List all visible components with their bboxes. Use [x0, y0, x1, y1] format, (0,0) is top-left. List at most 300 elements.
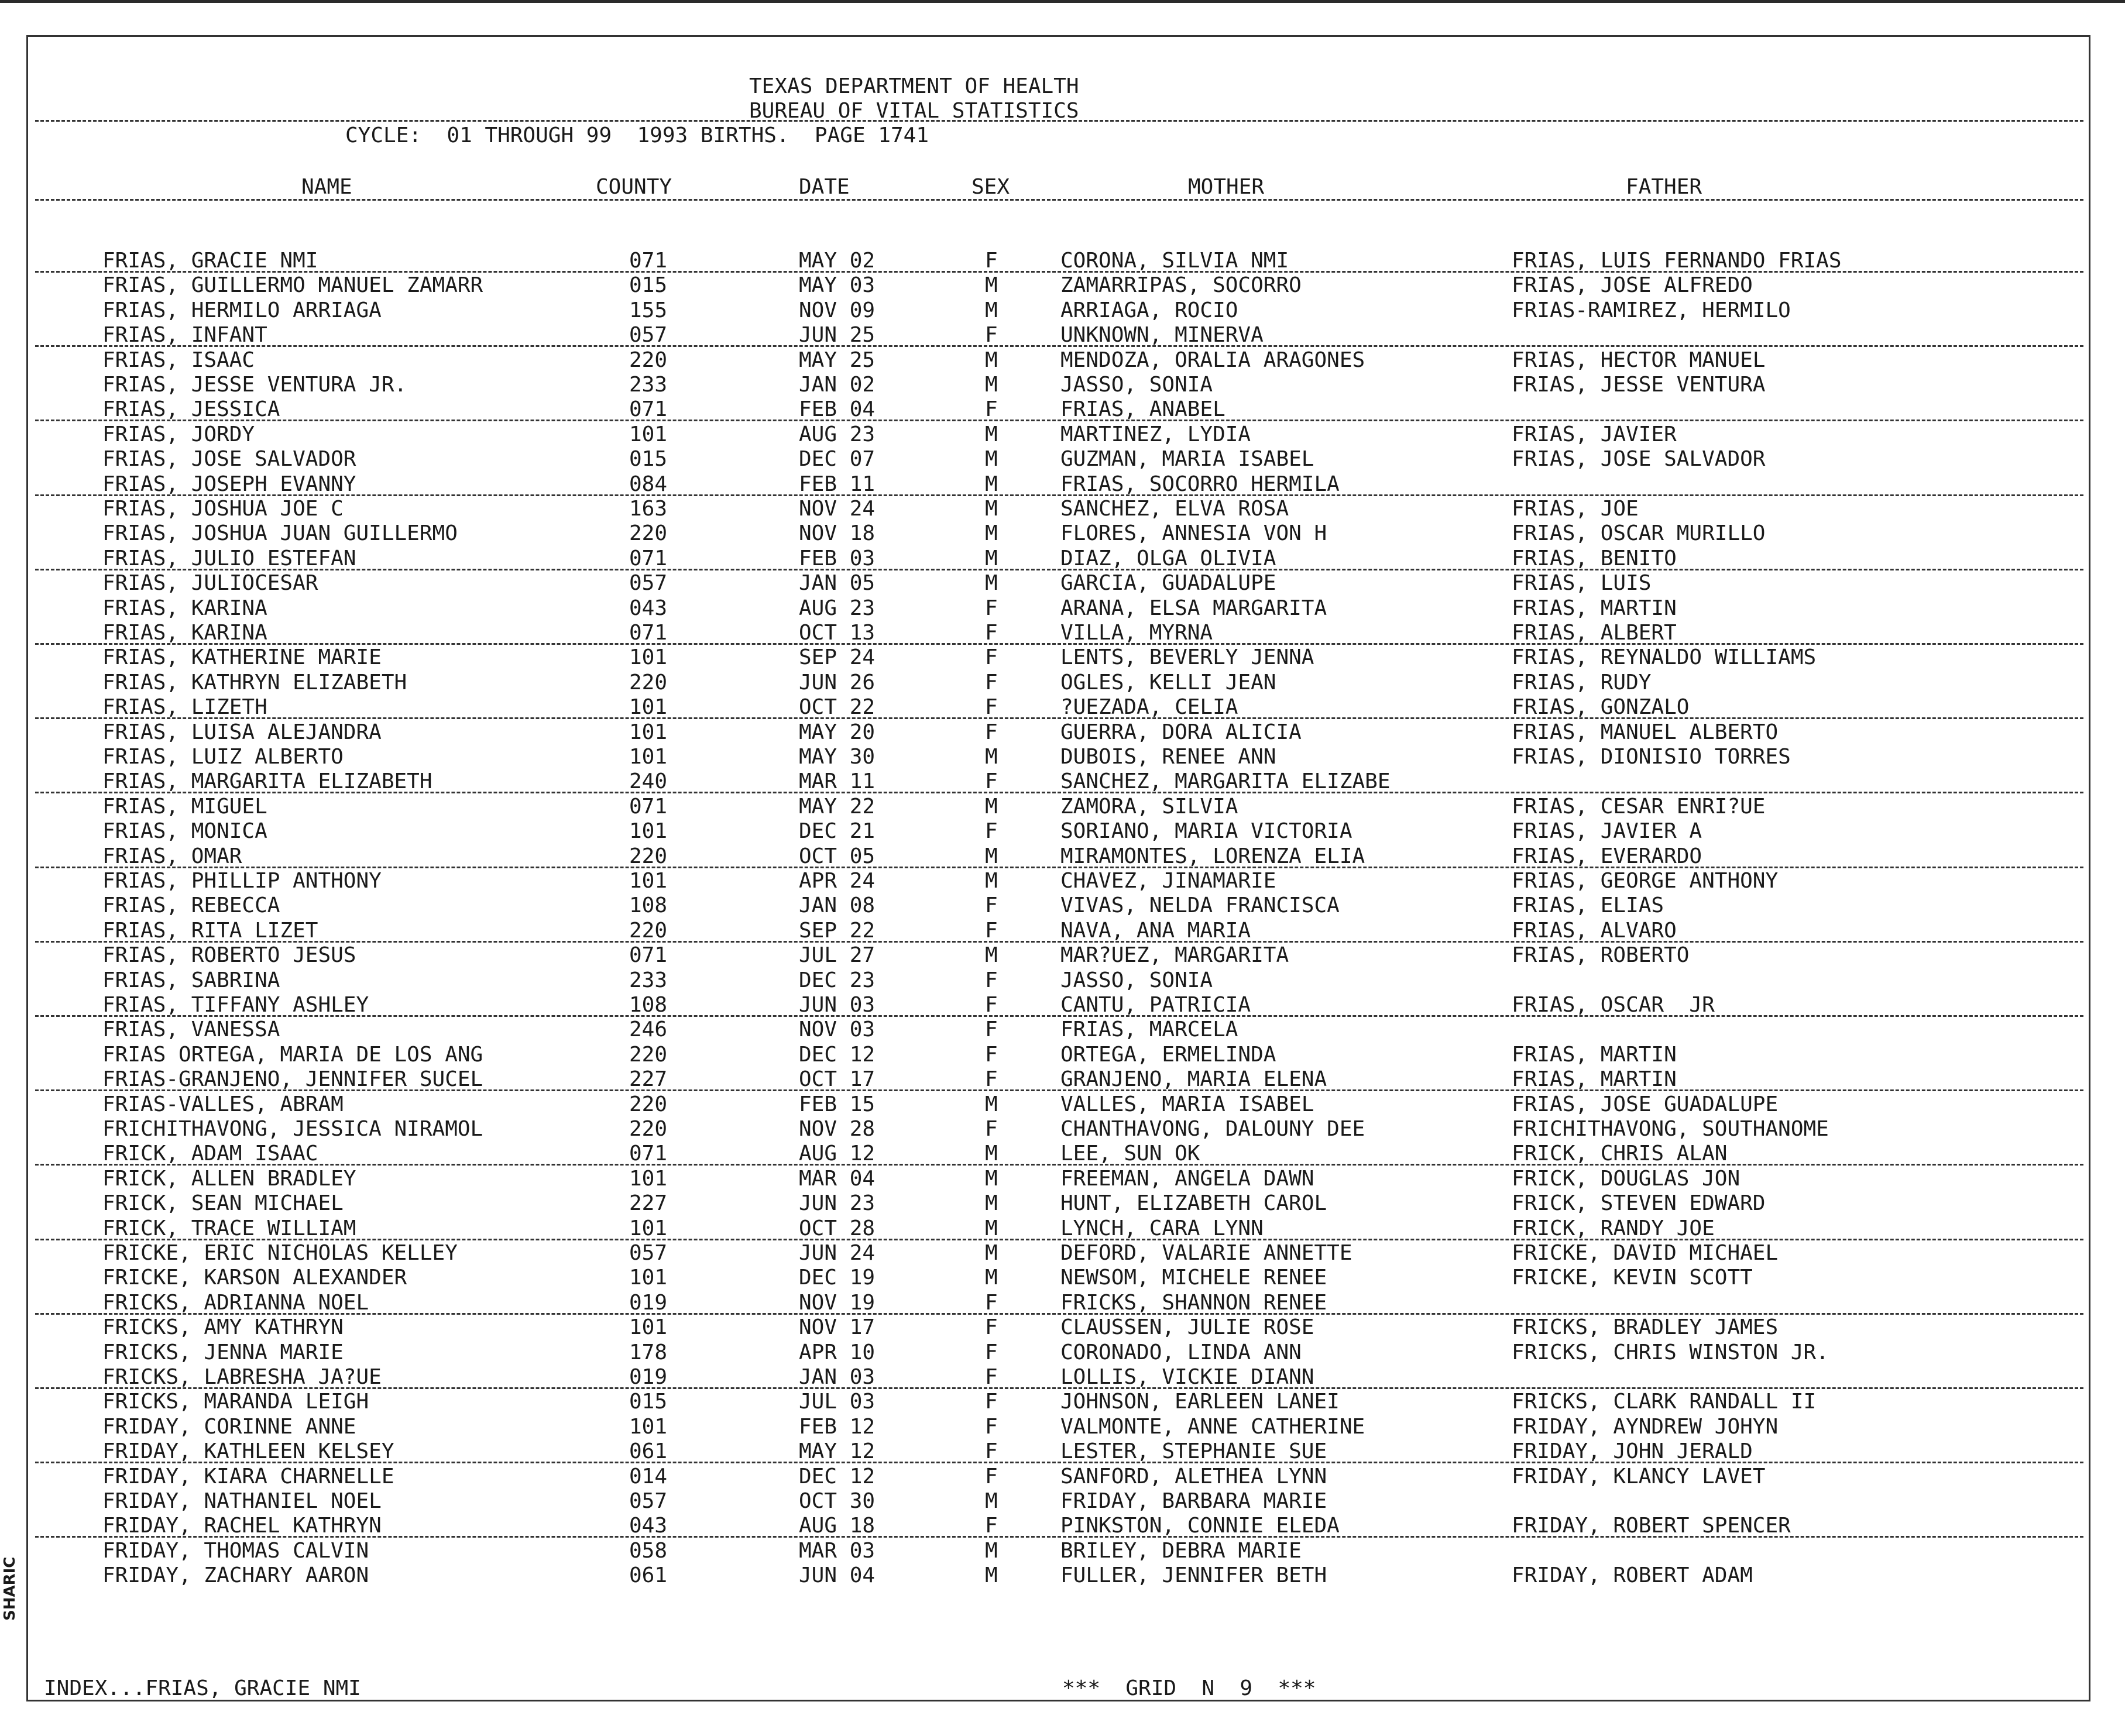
cell-mother: LENTS, BEVERLY JENNA — [1060, 645, 1314, 670]
table-row — [0, 844, 2125, 869]
cell-mother: CORONADO, LINDA ANN — [1060, 1340, 1302, 1364]
cell-sex: M — [985, 1092, 998, 1116]
cell-date: OCT 05 — [799, 844, 876, 868]
cell-sex: M — [985, 546, 998, 570]
cell-name: FRIAS, JULIOCESAR — [102, 571, 318, 596]
table-row — [0, 1266, 2125, 1290]
row-separator — [35, 792, 2083, 793]
cell-mother: MIRAMONTES, LORENZA ELIA — [1060, 844, 1365, 868]
row-separator — [35, 1164, 2083, 1166]
cell-mother: GARCIA, GUADALUPE — [1060, 571, 1276, 596]
table-row — [0, 1539, 2125, 1563]
cell-mother: CLAUSSEN, JULIE ROSE — [1060, 1315, 1314, 1340]
cell-father: FRICHITHAVONG, SOUTHANOME — [1512, 1117, 1829, 1141]
cell-county: 101 — [629, 745, 668, 769]
table-row — [0, 521, 2125, 546]
cell-name: FRIAS, JOSHUA JOE C — [102, 497, 344, 521]
cell-date: NOV 03 — [799, 1017, 876, 1042]
table-row — [0, 993, 2125, 1017]
cell-date: NOV 28 — [799, 1117, 876, 1141]
cell-county: 071 — [629, 1142, 668, 1166]
cell-sex: F — [985, 1067, 998, 1092]
cell-mother: VILLA, MYRNA — [1060, 621, 1213, 645]
cell-name: FRIDAY, KATHLEEN KELSEY — [102, 1439, 394, 1464]
cell-father: FRIAS, ROBERTO — [1512, 943, 1690, 968]
row-separator — [35, 1015, 2083, 1017]
cell-sex: F — [985, 695, 998, 720]
cell-name: FRICK, ADAM ISAAC — [102, 1142, 318, 1166]
cell-sex: F — [985, 596, 998, 620]
cell-father: FRICK, STEVEN EDWARD — [1512, 1191, 1766, 1216]
cell-date: FEB 15 — [799, 1092, 876, 1116]
cell-sex: M — [985, 844, 998, 868]
cell-name: FRIDAY, THOMAS CALVIN — [102, 1538, 369, 1563]
cell-sex: F — [985, 1042, 998, 1067]
cell-date: NOV 19 — [799, 1290, 876, 1315]
table-row — [0, 497, 2125, 521]
cell-father: FRIAS, JAVIER A — [1512, 819, 1702, 844]
row-separator — [35, 1536, 2083, 1538]
cell-county: 071 — [629, 546, 668, 570]
cell-date: SEP 22 — [799, 918, 876, 943]
cell-county: 101 — [629, 695, 668, 720]
column-header-father: FATHER — [1626, 175, 1702, 199]
cell-county: 101 — [629, 645, 668, 670]
table-row — [0, 819, 2125, 844]
cell-sex: F — [985, 621, 998, 645]
cell-sex: F — [985, 893, 998, 918]
cell-name: FRIAS, OMAR — [102, 844, 242, 868]
cell-mother: DUBOIS, RENEE ANN — [1060, 745, 1276, 769]
row-separator — [35, 1387, 2083, 1389]
table-row — [0, 1465, 2125, 1489]
cell-name: FRIAS, GRACIE NMI — [102, 249, 318, 273]
cell-name: FRIAS, JORDY — [102, 422, 255, 446]
cell-sex: F — [985, 1464, 998, 1489]
cell-date: OCT 17 — [799, 1067, 876, 1092]
table-row — [0, 695, 2125, 720]
cell-date: JUL 03 — [799, 1390, 876, 1414]
cell-mother: LOLLIS, VICKIE DIANN — [1060, 1365, 1314, 1389]
cell-mother: VALLES, MARIA ISABEL — [1060, 1092, 1314, 1116]
cell-mother: FREEMAN, ANGELA DAWN — [1060, 1166, 1314, 1191]
divider — [35, 120, 2083, 122]
cell-mother: SORIANO, MARIA VICTORIA — [1060, 819, 1352, 844]
cell-name: FRICKE, KARSON ALEXANDER — [102, 1266, 407, 1290]
cell-county: 220 — [629, 844, 668, 868]
cell-county: 071 — [629, 794, 668, 819]
cell-mother: CANTU, PATRICIA — [1060, 993, 1251, 1017]
table-row — [0, 769, 2125, 794]
cell-sex: M — [985, 1166, 998, 1191]
cell-county: 163 — [629, 497, 668, 521]
table-row — [0, 298, 2125, 323]
table-row — [0, 1067, 2125, 1092]
table-row — [0, 472, 2125, 497]
cell-mother: JOHNSON, EARLEEN LANEI — [1060, 1390, 1340, 1414]
table-row — [0, 1191, 2125, 1216]
cell-father: FRIAS, BENITO — [1512, 546, 1677, 570]
cell-sex: M — [985, 745, 998, 769]
cell-sex: M — [985, 1241, 998, 1265]
table-row — [0, 1563, 2125, 1588]
cell-name: FRIAS, SABRINA — [102, 968, 280, 992]
cell-mother: JASSO, SONIA — [1060, 968, 1213, 992]
cell-county: 101 — [629, 1166, 668, 1191]
cell-sex: M — [985, 794, 998, 819]
cell-date: NOV 18 — [799, 521, 876, 546]
cell-sex: M — [985, 1216, 998, 1240]
cell-mother: ZAMORA, SILVIA — [1060, 794, 1238, 819]
cell-sex: M — [985, 373, 998, 397]
cell-mother: FULLER, JENNIFER BETH — [1060, 1563, 1327, 1588]
cell-sex: F — [985, 720, 998, 744]
cell-father: FRIAS-RAMIREZ, HERMILO — [1512, 298, 1791, 322]
row-separator — [35, 717, 2083, 719]
cell-county: 101 — [629, 1216, 668, 1240]
cell-date: MAY 25 — [799, 348, 876, 372]
cell-date: AUG 23 — [799, 422, 876, 446]
cell-county: 178 — [629, 1340, 668, 1364]
table-row — [0, 919, 2125, 943]
cell-mother: MAR?UEZ, MARGARITA — [1060, 943, 1289, 968]
cell-date: DEC 23 — [799, 968, 876, 992]
cell-name: FRIAS, VANESSA — [102, 1017, 280, 1042]
page-subtitle: BUREAU OF VITAL STATISTICS — [749, 99, 1079, 123]
cell-father: FRICK, CHRIS ALAN — [1512, 1142, 1728, 1166]
cell-name: FRIAS, MARGARITA ELIZABETH — [102, 769, 432, 794]
cell-father: FRIAS, EVERARDO — [1512, 844, 1702, 868]
cell-date: MAR 04 — [799, 1166, 876, 1191]
cell-date: APR 24 — [799, 869, 876, 893]
cell-father: FRIAS, ALBERT — [1512, 621, 1677, 645]
cell-sex: F — [985, 1365, 998, 1389]
cell-county: 220 — [629, 1117, 668, 1141]
table-row — [0, 397, 2125, 422]
cell-sex: M — [985, 869, 998, 893]
row-separator — [35, 420, 2083, 421]
column-header-sex: SEX — [971, 175, 1010, 199]
cell-date: MAR 03 — [799, 1538, 876, 1563]
cell-sex: F — [985, 968, 998, 992]
cell-name: FRIAS, PHILLIP ANTHONY — [102, 869, 382, 893]
table-row — [0, 1489, 2125, 1514]
cell-date: NOV 24 — [799, 497, 876, 521]
cell-county: 071 — [629, 397, 668, 422]
cell-county: 043 — [629, 596, 668, 620]
table-row — [0, 645, 2125, 670]
cell-father: FRIAS, LUIS FERNANDO FRIAS — [1512, 249, 1842, 273]
cell-name: FRIAS, JOSEPH EVANNY — [102, 472, 356, 496]
cell-father: FRIAS, MARTIN — [1512, 1067, 1677, 1092]
cell-county: 058 — [629, 1538, 668, 1563]
cell-county: 071 — [629, 943, 668, 968]
cell-father: FRICKS, CLARK RANDALL II — [1512, 1390, 1817, 1414]
cell-name: FRIDAY, CORINNE ANNE — [102, 1414, 356, 1439]
cell-date: DEC 12 — [799, 1042, 876, 1067]
side-label: SHARIC — [1, 1556, 19, 1621]
cell-mother: UNKNOWN, MINERVA — [1060, 323, 1264, 348]
cell-name: FRIDAY, NATHANIEL NOEL — [102, 1489, 382, 1513]
cell-name: FRIDAY, KIARA CHARNELLE — [102, 1464, 394, 1489]
cell-date: JUN 23 — [799, 1191, 876, 1216]
cell-name: FRICKS, MARANDA LEIGH — [102, 1390, 369, 1414]
cell-mother: FLORES, ANNESIA VON H — [1060, 521, 1327, 546]
table-row — [0, 1365, 2125, 1390]
cell-county: 014 — [629, 1464, 668, 1489]
cell-date: AUG 18 — [799, 1514, 876, 1538]
cell-sex: F — [985, 1514, 998, 1538]
cell-sex: M — [985, 348, 998, 372]
cell-county: 101 — [629, 1266, 668, 1290]
cell-sex: M — [985, 472, 998, 496]
cell-date: FEB 03 — [799, 546, 876, 570]
cell-date: JAN 08 — [799, 893, 876, 918]
table-row — [0, 1390, 2125, 1414]
cell-date: MAY 20 — [799, 720, 876, 744]
cell-mother: GUERRA, DORA ALICIA — [1060, 720, 1302, 744]
cell-sex: F — [985, 1017, 998, 1042]
cell-name: FRIAS, ISAAC — [102, 348, 255, 372]
cell-father: FRIAS, JOSE SALVADOR — [1512, 447, 1766, 472]
cell-date: JUL 27 — [799, 943, 876, 968]
cell-mother: DIAZ, OLGA OLIVIA — [1060, 546, 1276, 570]
cell-father: FRIAS, OSCAR JR — [1512, 993, 1715, 1017]
cell-date: JAN 03 — [799, 1365, 876, 1389]
cell-mother: GUZMAN, MARIA ISABEL — [1060, 447, 1314, 472]
cell-father: FRICKE, DAVID MICHAEL — [1512, 1241, 1779, 1265]
cell-county: 227 — [629, 1067, 668, 1092]
cell-father: FRICK, DOUGLAS JON — [1512, 1166, 1740, 1191]
cell-sex: M — [985, 1489, 998, 1513]
cell-sex: M — [985, 1191, 998, 1216]
cell-county: 061 — [629, 1439, 668, 1464]
cell-mother: DEFORD, VALARIE ANNETTE — [1060, 1241, 1352, 1265]
cell-date: JUN 24 — [799, 1241, 876, 1265]
cell-name: FRIAS, KATHERINE MARIE — [102, 645, 382, 670]
table-row — [0, 745, 2125, 769]
row-separator — [35, 569, 2083, 570]
cell-sex: F — [985, 1414, 998, 1439]
cell-sex: M — [985, 521, 998, 546]
cell-father: FRICKS, CHRIS WINSTON JR. — [1512, 1340, 1829, 1364]
cell-name: FRIAS, RITA LIZET — [102, 918, 318, 943]
cell-sex: M — [985, 298, 998, 322]
cell-mother: GRANJENO, MARIA ELENA — [1060, 1067, 1327, 1092]
row-separator — [35, 271, 2083, 273]
cell-mother: JASSO, SONIA — [1060, 373, 1213, 397]
table-row — [0, 571, 2125, 596]
table-row — [0, 373, 2125, 397]
cell-mother: ORTEGA, ERMELINDA — [1060, 1042, 1276, 1067]
cell-name: FRIDAY, ZACHARY AARON — [102, 1563, 369, 1588]
cell-name: FRIAS, KATHRYN ELIZABETH — [102, 670, 407, 695]
cell-father: FRIDAY, KLANCY LAVET — [1512, 1464, 1766, 1489]
table-row — [0, 348, 2125, 373]
cell-mother: SANFORD, ALETHEA LYNN — [1060, 1464, 1327, 1489]
cell-sex: F — [985, 249, 998, 273]
cell-mother: FRIAS, SOCORRO HERMILA — [1060, 472, 1340, 496]
cell-father: FRIAS, JAVIER — [1512, 422, 1677, 446]
cell-mother: NAVA, ANA MARIA — [1060, 918, 1251, 943]
cell-name: FRICKS, LABRESHA JA?UE — [102, 1365, 382, 1389]
table-row — [0, 1241, 2125, 1266]
cell-name: FRICK, ALLEN BRADLEY — [102, 1166, 356, 1191]
cell-sex: M — [985, 943, 998, 968]
cell-date: MAR 11 — [799, 769, 876, 794]
cell-county: 155 — [629, 298, 668, 322]
row-separator — [35, 1239, 2083, 1240]
column-header-mother: MOTHER — [1188, 175, 1265, 199]
cell-mother: FRICKS, SHANNON RENEE — [1060, 1290, 1327, 1315]
cell-county: 101 — [629, 720, 668, 744]
cell-county: 019 — [629, 1290, 668, 1315]
cell-date: JUN 03 — [799, 993, 876, 1017]
cell-mother: ARRIAGA, ROCIO — [1060, 298, 1238, 322]
cell-county: 220 — [629, 1092, 668, 1116]
cell-name: FRIAS, TIFFANY ASHLEY — [102, 993, 369, 1017]
cell-name: FRIAS, MIGUEL — [102, 794, 267, 819]
cell-county: 240 — [629, 769, 668, 794]
table-row — [0, 1439, 2125, 1464]
cell-mother: SANCHEZ, ELVA ROSA — [1060, 497, 1289, 521]
cell-father: FRIAS, JOE — [1512, 497, 1639, 521]
cell-name: FRICK, TRACE WILLIAM — [102, 1216, 356, 1240]
cell-mother: PINKSTON, CONNIE ELEDA — [1060, 1514, 1340, 1538]
table-row — [0, 1291, 2125, 1315]
cell-father: FRIAS, GONZALO — [1512, 695, 1690, 720]
cell-date: OCT 28 — [799, 1216, 876, 1240]
cell-mother: MENDOZA, ORALIA ARAGONES — [1060, 348, 1365, 372]
cell-father: FRIAS, DIONISIO TORRES — [1512, 745, 1791, 769]
cell-county: 227 — [629, 1191, 668, 1216]
cell-mother: VIVAS, NELDA FRANCISCA — [1060, 893, 1340, 918]
cell-date: AUG 12 — [799, 1142, 876, 1166]
column-header-county: COUNTY — [596, 175, 672, 199]
cell-sex: F — [985, 645, 998, 670]
table-row — [0, 671, 2125, 695]
cell-father: FRIAS, HECTOR MANUEL — [1512, 348, 1766, 372]
column-header-date: DATE — [799, 175, 850, 199]
cell-mother: FRIAS, MARCELA — [1060, 1017, 1238, 1042]
header-divider — [35, 199, 2083, 201]
cell-county: 071 — [629, 249, 668, 273]
table-row — [0, 1017, 2125, 1042]
row-separator — [35, 345, 2083, 347]
cell-name: FRICHITHAVONG, JESSICA NIRAMOL — [102, 1117, 483, 1141]
table-row — [0, 422, 2125, 447]
cell-father: FRIDAY, ROBERT SPENCER — [1512, 1514, 1791, 1538]
cell-sex: F — [985, 1439, 998, 1464]
cell-county: 101 — [629, 422, 668, 446]
cell-sex: M — [985, 1266, 998, 1290]
cell-sex: F — [985, 993, 998, 1017]
table-row — [0, 1167, 2125, 1191]
table-row — [0, 546, 2125, 571]
table-row — [0, 323, 2125, 348]
cell-date: MAY 12 — [799, 1439, 876, 1464]
cell-county: 057 — [629, 1241, 668, 1265]
cell-county: 043 — [629, 1514, 668, 1538]
cell-date: DEC 12 — [799, 1464, 876, 1489]
cell-name: FRIAS, HERMILO ARRIAGA — [102, 298, 382, 322]
cell-father: FRIAS, JESSE VENTURA — [1512, 373, 1766, 397]
table-row — [0, 869, 2125, 893]
cell-county: 108 — [629, 893, 668, 918]
cell-county: 057 — [629, 1489, 668, 1513]
cell-name: FRIAS-VALLES, ABRAM — [102, 1092, 344, 1116]
cell-date: JAN 05 — [799, 571, 876, 596]
cell-sex: M — [985, 273, 998, 298]
cell-father: FRIAS, MARTIN — [1512, 1042, 1677, 1067]
cell-sex: M — [985, 1563, 998, 1588]
cell-date: DEC 21 — [799, 819, 876, 844]
cell-mother: ZAMARRIPAS, SOCORRO — [1060, 273, 1302, 298]
table-row — [0, 1142, 2125, 1166]
cycle-line: CYCLE: 01 THROUGH 99 1993 BIRTHS. PAGE 1741 — [345, 123, 929, 147]
cell-sex: F — [985, 1340, 998, 1364]
table-row — [0, 1514, 2125, 1538]
cell-sex: F — [985, 1117, 998, 1141]
cell-county: 101 — [629, 819, 668, 844]
cell-date: AUG 23 — [799, 596, 876, 620]
cell-name: FRICKS, JENNA MARIE — [102, 1340, 344, 1364]
cell-father: FRIAS, JOSE ALFREDO — [1512, 273, 1753, 298]
cell-date: MAY 02 — [799, 249, 876, 273]
cell-sex: F — [985, 1315, 998, 1340]
cell-mother: HUNT, ELIZABETH CAROL — [1060, 1191, 1327, 1216]
row-separator — [35, 494, 2083, 496]
cell-name: FRIAS, JOSE SALVADOR — [102, 447, 356, 472]
table-row — [0, 621, 2125, 645]
cell-sex: M — [985, 1142, 998, 1166]
table-row — [0, 893, 2125, 918]
cell-mother: CHAVEZ, JINAMARIE — [1060, 869, 1276, 893]
cell-county: 108 — [629, 993, 668, 1017]
table-row — [0, 447, 2125, 472]
cell-mother: CORONA, SILVIA NMI — [1060, 249, 1289, 273]
cell-mother: ARANA, ELSA MARGARITA — [1060, 596, 1327, 620]
cell-county: 101 — [629, 1414, 668, 1439]
cell-father: FRIDAY, JOHN JERALD — [1512, 1439, 1753, 1464]
cell-date: SEP 24 — [799, 645, 876, 670]
cell-sex: F — [985, 1290, 998, 1315]
row-separator — [35, 867, 2083, 868]
cell-sex: F — [985, 769, 998, 794]
table-row — [0, 968, 2125, 993]
cell-sex: F — [985, 323, 998, 348]
cell-date: DEC 07 — [799, 447, 876, 472]
table-row — [0, 596, 2125, 621]
cell-father: FRIAS, LUIS — [1512, 571, 1652, 596]
cell-county: 071 — [629, 621, 668, 645]
cell-name: FRIAS ORTEGA, MARIA DE LOS ANG — [102, 1042, 483, 1067]
cell-sex: M — [985, 447, 998, 472]
cell-county: 057 — [629, 323, 668, 348]
cell-sex: F — [985, 918, 998, 943]
cell-name: FRIAS, LUIZ ALBERTO — [102, 745, 344, 769]
cell-father: FRICKS, BRADLEY JAMES — [1512, 1315, 1779, 1340]
top-rule — [0, 0, 2125, 3]
cell-father: FRIAS, REYNALDO WILLIAMS — [1512, 645, 1817, 670]
table-row — [0, 795, 2125, 819]
cell-father: FRIAS, RUDY — [1512, 670, 1652, 695]
cell-county: 015 — [629, 273, 668, 298]
cell-name: FRIAS, JULIO ESTEFAN — [102, 546, 356, 570]
cell-name: FRIAS, LIZETH — [102, 695, 267, 720]
table-row — [0, 1340, 2125, 1365]
cell-county: 015 — [629, 447, 668, 472]
